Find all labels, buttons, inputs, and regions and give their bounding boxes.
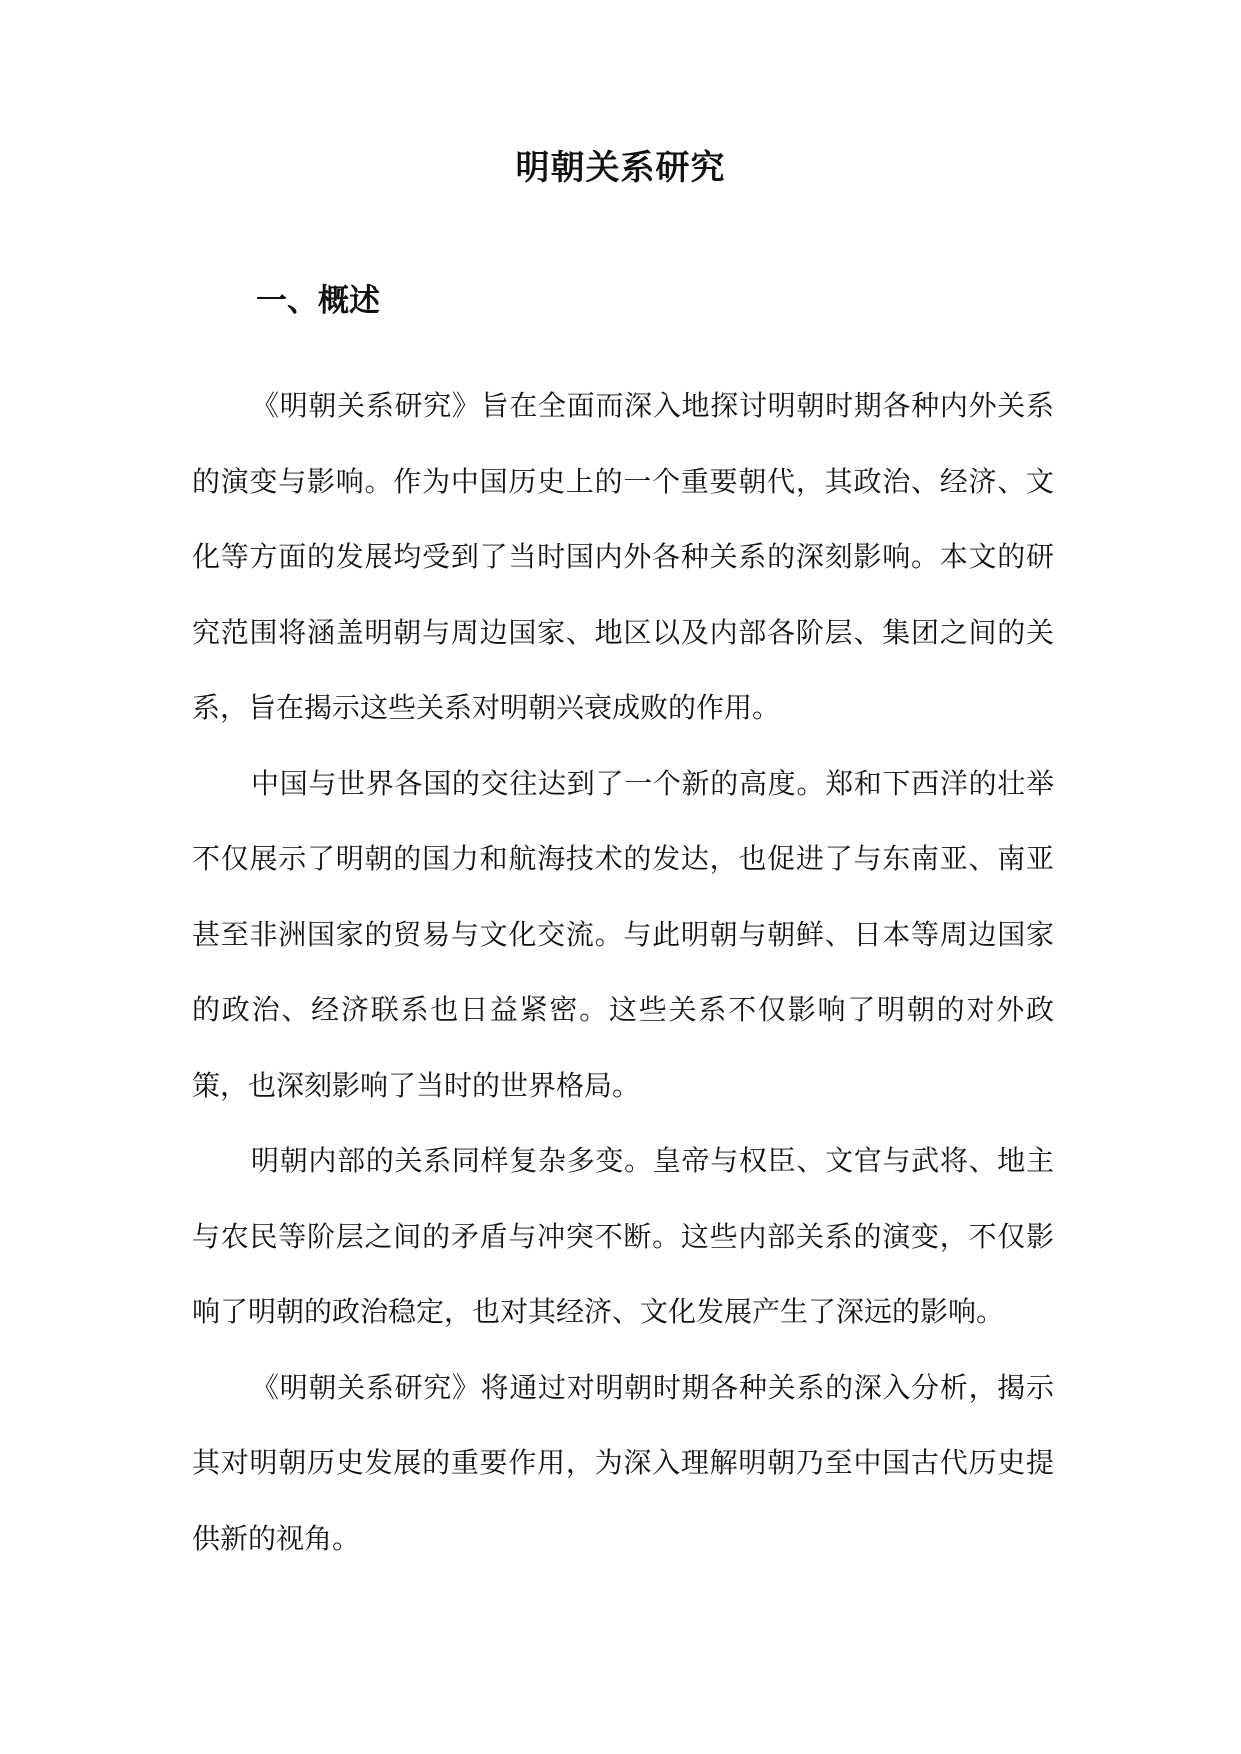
paragraph-1: 《明朝关系研究》旨在全面而深入地探讨明朝时期各种内外关系的演变与影响。作为中国历史上的一个重要朝代，其政治、经济、文化等方面的发展均受到了当时国内外各种关系的深刻影响。本文的研究范围将涵盖明朝与周边国家、地区以及内部各阶层、集团之间的关系，旨在揭示这些关系对明朝兴衰成败的作用。 [192, 389, 1054, 724]
document-title: 明朝关系研究 [515, 148, 726, 188]
paragraph-2: 中国与世界各国的交往达到了一个新的高度。郑和下西洋的壮举不仅展示了明朝的国力和航海技术的发达，也促进了与东南亚、南亚甚至非洲国家的贸易与文化交流。与此明朝与朝鲜、日本等周边国家的政治、经济联系也日益紧密。这些关系不仅影响了明朝的对外政策，也深刻影响了当时的世界格局。 [192, 766, 1054, 1102]
paragraph-4: 《明朝关系研究》将通过对明朝时期各种关系的深入分析，揭示其对明朝历史发展的重要作用，为深入理解明朝乃至中国古代历史提供新的视角。 [192, 1370, 1054, 1555]
paragraph-3: 明朝内部的关系同样复杂多变。皇帝与权臣、文官与武将、地主与农民等阶层之间的矛盾与冲突不断。这些内部关系的演变，不仅影响了明朝的政治稳定，也对其经济、文化发展产生了深远的影响。 [192, 1144, 1054, 1328]
document-body [192, 368, 1054, 1576]
section-heading: 一、概述 [256, 283, 380, 319]
